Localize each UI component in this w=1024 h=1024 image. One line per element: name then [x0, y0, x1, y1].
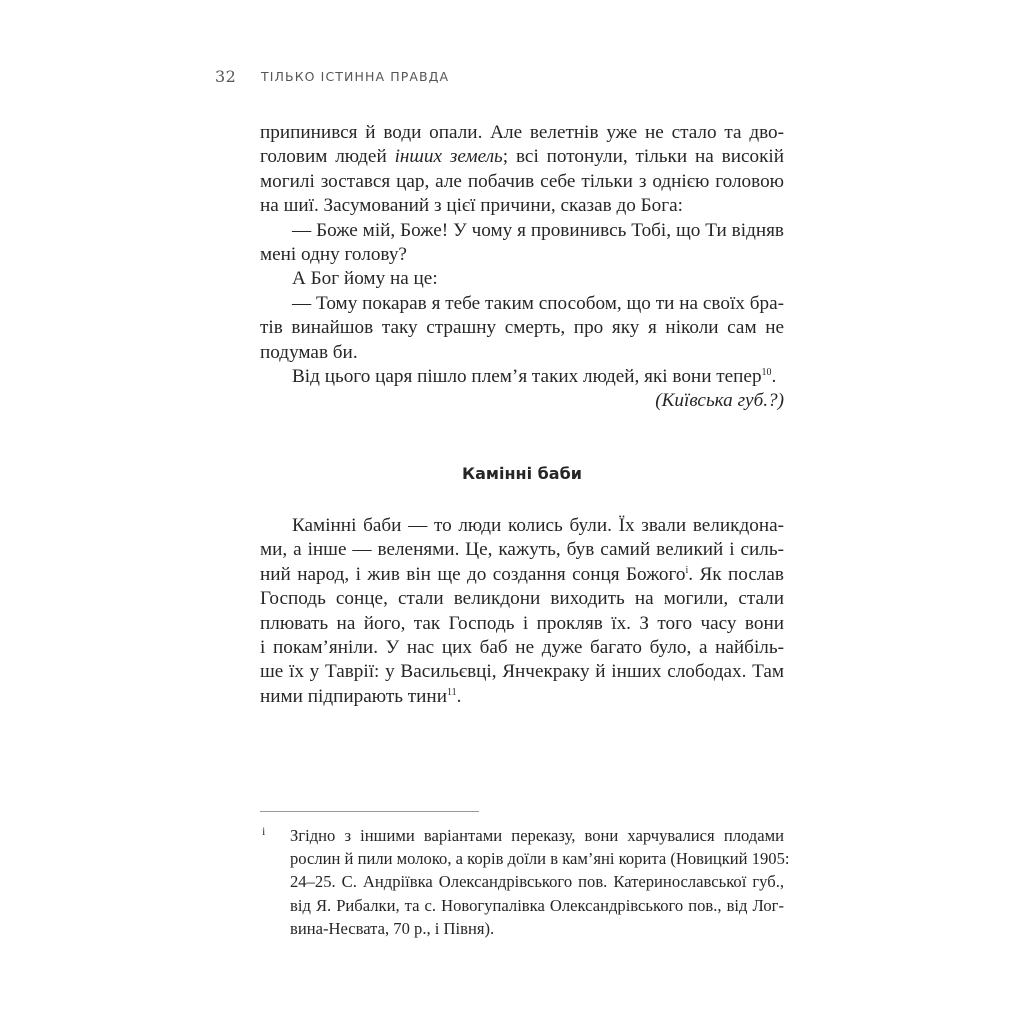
footnote-marker: i [262, 824, 266, 838]
text-line: Камінні баби — то люди колись були. Їх звали великдона- [292, 515, 784, 536]
text-line: А Бог йому на це: [292, 268, 438, 290]
footnote-line: Згідно з іншими варіантами переказу, вони харчувалися плодами [290, 826, 784, 845]
text-line: ми, а інше — веленями. Це, кажуть, був самий великий і силь- [260, 539, 784, 561]
section-title: Камінні баби [462, 464, 582, 483]
footnote-line: рослин й пили молоко, а корів доїли в кам’яні корита (Новицкий 1905: [290, 849, 790, 869]
text-line: Від цього царя пішло плем’я таких людей, які вони тепер$^{10}$. [292, 365, 777, 387]
running-head [215, 66, 449, 86]
italic-phrase: інших земель [394, 146, 503, 168]
footnote-line: 24–25. С. Андріївка Олександрівського пов. Катеринославської губ., [290, 872, 784, 892]
text-line: ний народ, і жив він ще до создання сонця Божого$^i$. Як послав [260, 563, 784, 585]
footnote-ref[interactable]: 11 [446, 686, 457, 698]
text-line: подумав би. [260, 341, 358, 363]
story-source: (Київська губ.?) [655, 390, 784, 412]
text-line: Господь сонце, стали великдони виходить на могили, стали [260, 588, 784, 610]
story-1-text [260, 121, 784, 414]
text-line: головим людей інших земель; всі потонули, тільки на високій [260, 146, 784, 168]
running-title: ТІЛЬКО ІСТИННА ПРАВДА [261, 68, 450, 84]
footnote-ref[interactable]: 10 [761, 366, 772, 378]
footnote-divider [260, 811, 479, 812]
text-line: тів винайшов таку страшну смерть, про яку я ніколи сам не [260, 317, 784, 339]
footnote [290, 824, 790, 940]
page-number: 32 [215, 66, 237, 86]
text-line: могилі зостався цар, але побачив себе тільки з однією головою [260, 170, 784, 192]
text-line: ними підпирають тини$^{11}$. [260, 685, 462, 707]
text-line: мені одну голову? [260, 243, 407, 265]
text-line: припинився й води опали. Але велетнів уже не стало та дво- [260, 122, 784, 143]
text-line: на шиї. Засумований з цієї причини, сказав до Бога: [260, 195, 683, 217]
text-line: — Тому покарав я тебе таким способом, що ти на своїх бра- [292, 292, 784, 314]
text-line: — Боже мій, Боже! У чому я провинивсь Тобі, що Ти відняв [292, 219, 784, 241]
text-line: ше їх у Таврії: у Васильєвці, Янчекраку й інших слободах. Там [260, 661, 784, 683]
footnote-ref[interactable]: i [685, 564, 689, 576]
text-line: плювать на його, так Господь і прокляв їх. З того часу вони [260, 612, 784, 634]
footnote-line: від Я. Рибалки, та с. Новогупалівка Олександрівського пов., від Лог- [290, 895, 784, 915]
footnote-line: вина-Несвата, 70 р., і Півня). [290, 918, 495, 938]
story-2-text [260, 514, 784, 709]
text-line: і покам’яніли. У нас цих баб не дуже багато було, а найбіль- [260, 636, 784, 658]
